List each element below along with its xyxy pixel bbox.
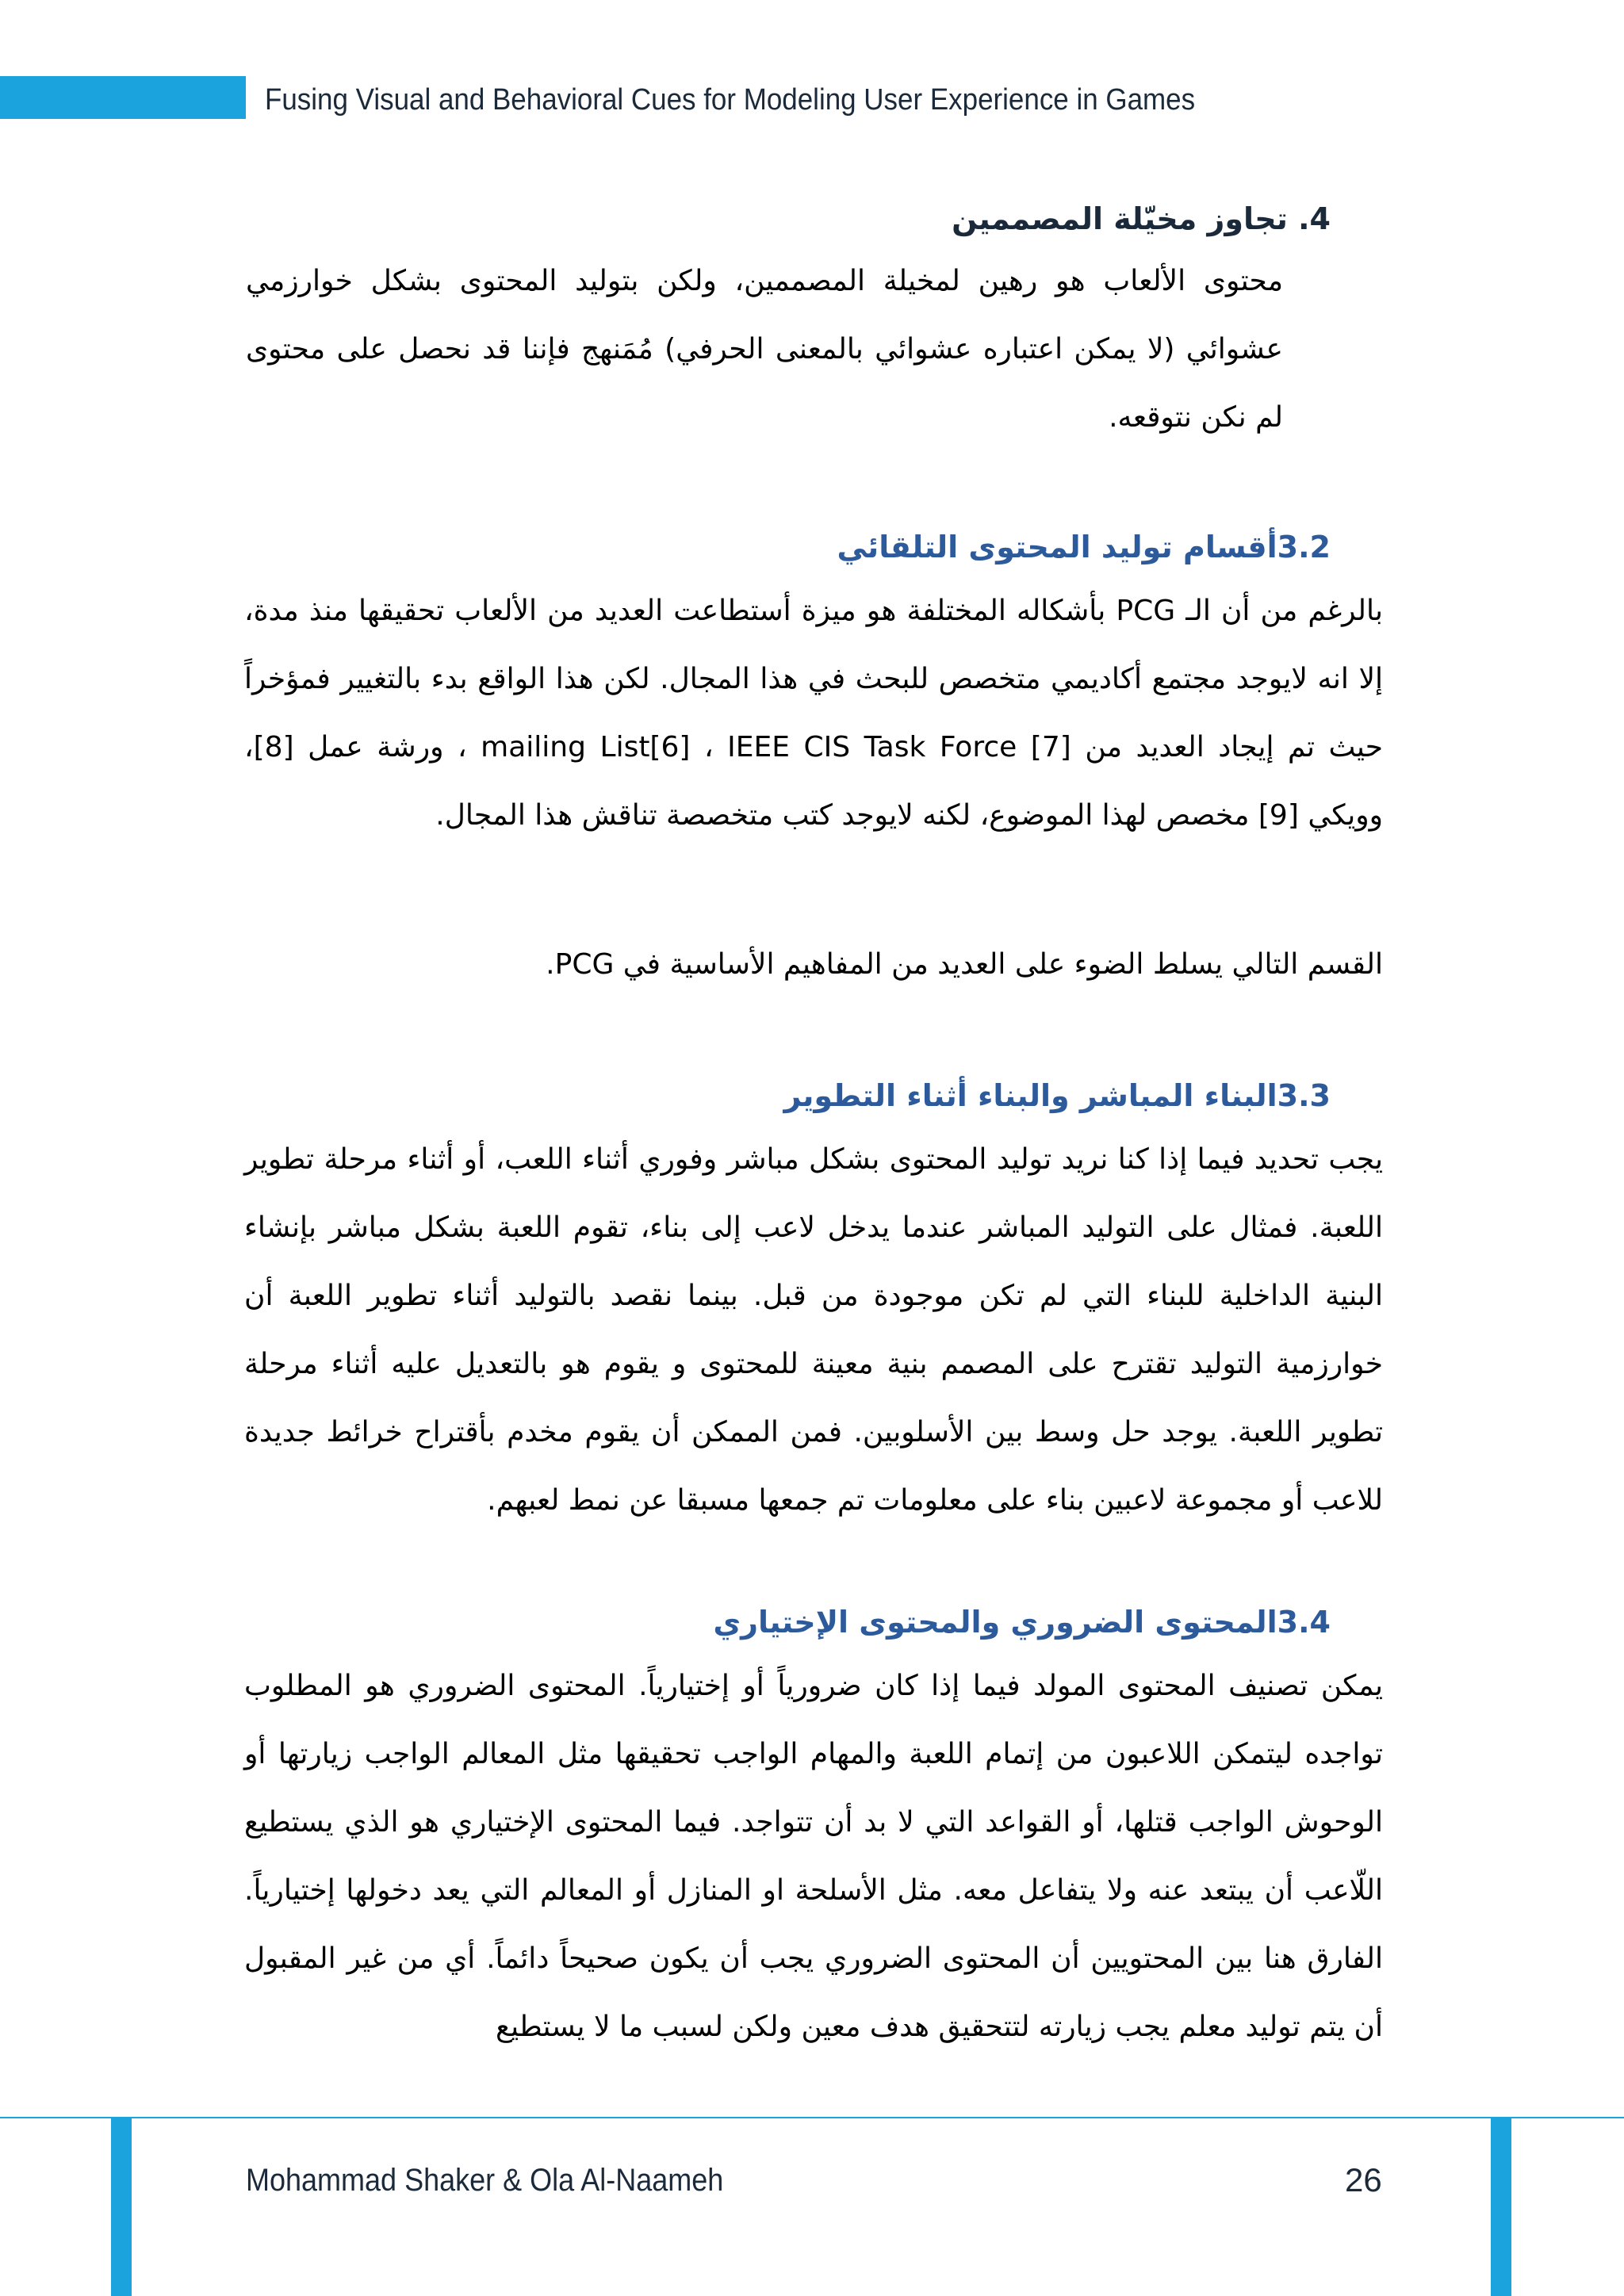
section-3-3-paragraph: يجب تحديد فيما إذا كنا نريد توليد المحتوى بشكل مباشر وفوري أثناء اللعب، أو أثناء مرحلة تطوير اللعبة. فمثال على التوليد المباشر عندما يدخل لاعب إلى بناء، تقوم اللعبة بشكل مباشر بإنشاء البنية الداخلية للبناء التي لم تكن موجودة من قبل. بينما نقصد بالتوليد أثناء تطوير اللعبة أن خوارزمية التوليد تقترح على المصمم بنية معينة للمحتوى و يقوم هو بالتعديل عليه أثناء مرحلة تطوير اللعبة. يوجد حل وسط بين الأسلوبين. فمن الممكن أن يقوم مخدم بأقتراح خرائط جديدة للاعب أو مجموعة لاعبين بناء على معلومات تم جمعها مسبقا عن نمط لعبهم. [244,1143,1383,1517]
footer-divider [0,2117,1624,2118]
section-3-3-heading: 3.3البناء المباشر والبناء أثناء التطوير [783,1078,1331,1113]
running-header-title: Fusing Visual and Behavioral Cues for Modeling User Experience in Games [265,83,1196,117]
section-3-2-paragraph-2: القسم التالي يسلط الضوء على العديد من المفاهيم الأساسية في PCG. [546,948,1383,981]
section-4-paragraph: محتوى الألعاب هو رهين لمخيلة المصممين، ولكن بتوليد المحتوى بشكل خوارزمي عشوائي (لا يمكن اعتباره عشوائي بالمعنى الحرفي) مُمَنهج فإننا قد نحصل على محتوى لم نكن نتوقعه. [246,265,1283,434]
section-3-4-heading: 3.4المحتوى الضروري والمحتوى الإختياري [713,1605,1331,1640]
footer-accent-bar-right [1491,2118,1511,2296]
footer-accent-bar-left [111,2118,132,2296]
section-4-heading: 4. تجاوز مخيّلة المصممين [952,201,1331,236]
section-3-2-paragraph-1: بالرغم من أن الـ PCG بأشكاله المختلفة هو ميزة أستطاعت العديد من الألعاب تحقيقها منذ مدة، إلا انه لايوجد مجتمع أكاديمي متخصص للبحث في هذا المجال. لكن هذا الواقع بدء بالتغيير فمؤخراً حيث تم إيجاد العديد من mailing List[6] ، IEEE CIS Task Force [7] ، ورشة عمل [8]، وويكي [9] مخصص لهذا الموضوع، لكنه لايوجد كتب متخصصة تناقش هذا المجال. [244,595,1384,832]
page-number: 26 [1345,2161,1382,2198]
header-accent-bar [0,76,246,119]
section-3-4-paragraph: يمكن تصنيف المحتوى المولد فيما إذا كان ضرورياً أو إختيارياً. المحتوى الضروري هو المطلوب تواجده ليتمكن اللاعبون من إتمام اللعبة والمهام الواجب تحقيقها مثل المعالم الواجب زيارتها أو الوحوش الواجب قتلها، أو القواعد التي لا بد أن تتواجد. فيما المحتوى الإختياري هو الذي يستطيع اللّاعب أن يبتعد عنه ولا يتفاعل معه. مثل الأسلحة او المنازل أو المعالم التي يعد دخولها إختيارياً. الفارق هنا بين المحتويين أن المحتوى الضروري يجب أن يكون صحيحاً دائماً. أي من غير المقبول أن يتم توليد معلم يجب زيارته لتتحقيق هدف معين ولكن لسبب ما لا يستطيع [244,1670,1383,2043]
section-3-2-heading: 3.2أقسام توليد المحتوى التلقائي [837,530,1331,564]
footer-authors: Mohammad Shaker & Ola Al-Naameh [246,2163,724,2198]
